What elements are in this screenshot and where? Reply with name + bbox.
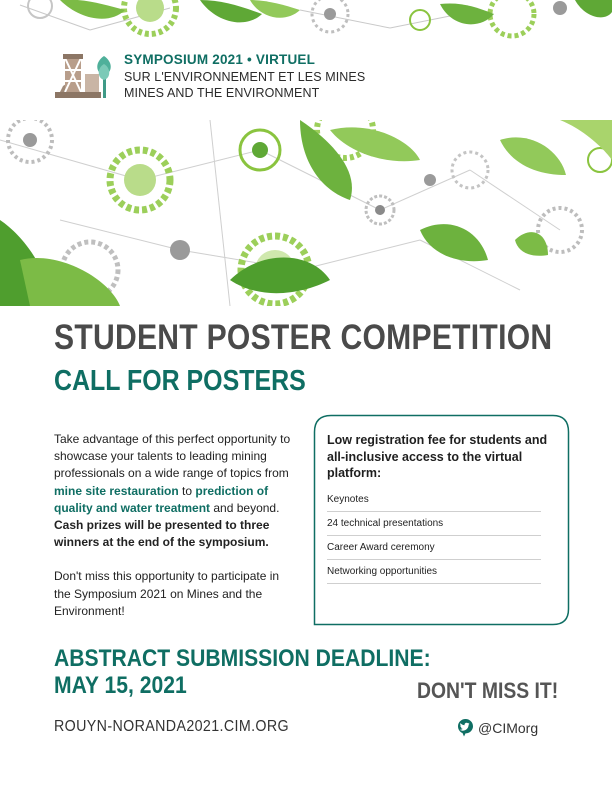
symposium-title: SYMPOSIUM 2021 • VIRTUEL xyxy=(124,52,316,67)
description-text xyxy=(54,431,294,620)
twitter-icon[interactable] xyxy=(457,718,474,737)
description-paragraph-1 xyxy=(54,431,294,551)
deadline-block xyxy=(54,645,431,699)
box-item-networking: Networking opportunities xyxy=(327,566,541,584)
registration-info-box xyxy=(313,414,570,626)
twitter-handle[interactable]: @CIMorg xyxy=(478,720,539,736)
description-text-c: and beyond. xyxy=(210,500,280,515)
description-paragraph-2: Don't miss this opportunity to participate in the Symposium 2021 on Mines and the Environment! xyxy=(54,569,280,618)
box-item-keynotes: Keynotes xyxy=(327,494,541,512)
cash-prizes-text: Cash prizes will be presented to three winners at the end of the symposium. xyxy=(54,518,270,550)
deadline-date: MAY 15, 2021 xyxy=(54,672,187,699)
symposium-line-english: MINES AND THE ENVIRONMENT xyxy=(124,86,320,100)
description-text-b: to xyxy=(178,483,196,498)
page-subtitle: CALL FOR POSTERS xyxy=(54,365,306,397)
mine-headframe-tree-logo-icon xyxy=(55,52,117,100)
box-item-career-award: Career Award ceremony xyxy=(327,542,541,560)
topic-link-mine-site-restauration: mine site restauration xyxy=(54,483,179,498)
dont-miss-text: DON'T MISS IT! xyxy=(417,678,559,703)
website-link[interactable]: ROUYN-NORANDA2021.CIM.ORG xyxy=(54,718,290,735)
box-heading: Low registration fee for students and all-inclusive access to the virtual platform: xyxy=(327,433,548,480)
symposium-line-french: SUR L'ENVIRONNEMENT ET LES MINES xyxy=(124,70,366,84)
decorative-gears-top xyxy=(0,0,612,40)
deadline-label: ABSTRACT SUBMISSION DEADLINE: xyxy=(54,645,431,672)
topic-link-water-treatment: prediction of quality and water treatment xyxy=(54,483,269,515)
box-item-technical-presentations: 24 technical presentations xyxy=(327,518,541,536)
page-title: STUDENT POSTER COMPETITION xyxy=(54,318,553,357)
decorative-gears-leaves-banner xyxy=(0,120,612,306)
description-text-a: Take advantage of this perfect opportunity to showcase your talents to leading mining professionals on a wide range of topics from xyxy=(54,432,291,481)
